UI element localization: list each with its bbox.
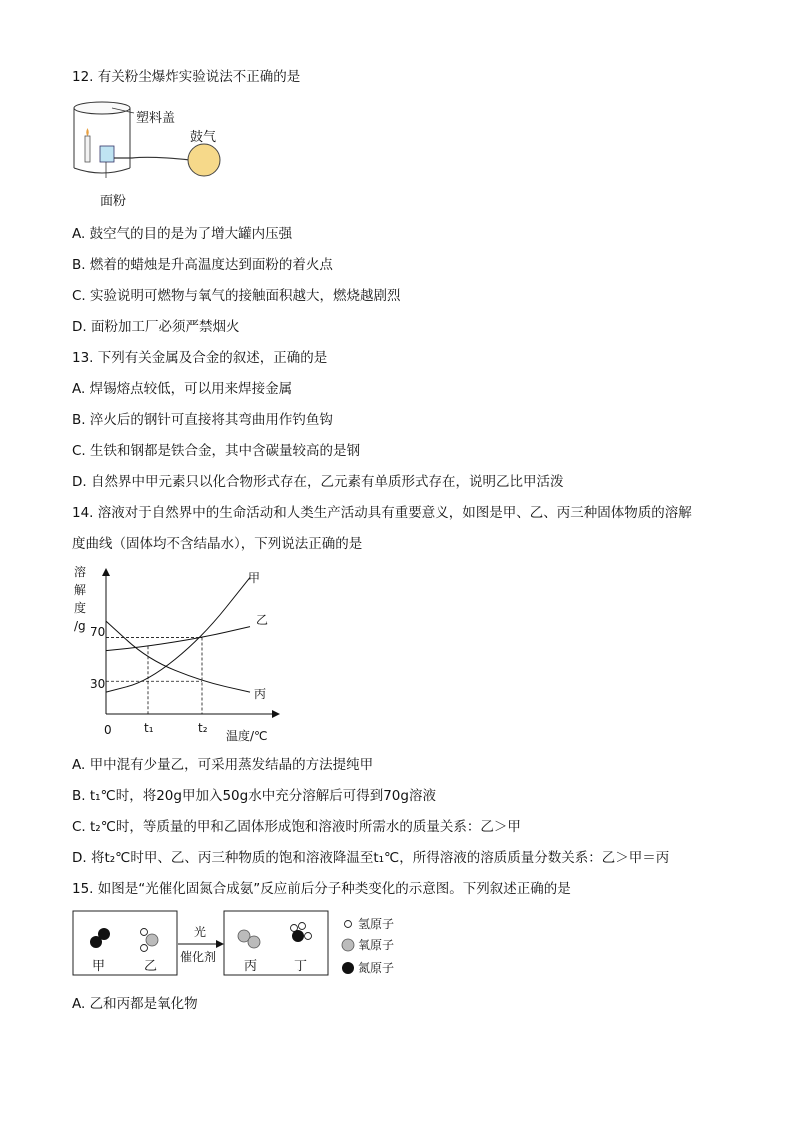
q12-option-d: D. 面粉加工厂必须严禁烟火: [72, 319, 240, 335]
nitrogen-atom: [292, 930, 304, 942]
oxygen-atom: [146, 934, 158, 946]
legend-nitrogen-label: 氮原子: [358, 961, 395, 975]
reactants-box: [73, 911, 177, 975]
hydrogen-atom: [305, 933, 312, 940]
q14-option-d: D. 将t₂℃时甲、乙、丙三种物质的饱和溶液降温至t₁℃，所得溶液的溶质质量分数关系：乙＞甲＝丙: [72, 850, 670, 866]
q12-stem: 12. 有关粉尘爆炸实验说法不正确的是: [72, 69, 301, 85]
q15-stem: 15. 如图是“光催化固氮合成氨”反应前后分子种类变化的示意图。下列叙述正确的是: [72, 881, 571, 897]
y-tick-70: 70: [90, 625, 106, 639]
q14-option-a: A. 甲中混有少量乙，可采用蒸发结晶的方法提纯甲: [72, 757, 374, 773]
legend-hydrogen-icon: [345, 921, 352, 928]
y-label-0: 溶: [74, 565, 87, 579]
nitrogen-atom: [98, 928, 110, 940]
y-label-3: /g: [74, 619, 86, 633]
label-ding: 丁: [294, 959, 308, 974]
series-label-yi: 乙: [256, 613, 269, 627]
y-tick-30: 30: [90, 677, 106, 691]
series-label-bing: 丙: [254, 687, 267, 701]
flour-label: 面粉: [100, 194, 127, 209]
q15-molecule-figure: [72, 908, 412, 980]
air-label: 鼓气: [190, 130, 217, 145]
label-jia: 甲: [92, 959, 106, 974]
q13-option-a: A. 焊锡熔点较低，可以用来焊接金属: [72, 381, 293, 397]
q12-option-b: B. 燃着的蜡烛是升高温度达到面粉的着火点: [72, 257, 333, 273]
x-axis-label: 温度/℃: [226, 729, 268, 743]
legend-nitrogen-icon: [342, 962, 354, 974]
q13-option-b: B. 淬火后的钢针可直接将其弯曲用作钓鱼钩: [72, 412, 333, 428]
y-label-1: 解: [74, 583, 87, 597]
q14-option-c: C. t₂℃时，等质量的甲和乙固体形成饱和溶液时所需水的质量关系：乙＞甲: [72, 819, 521, 835]
label-bing: 丙: [244, 959, 258, 974]
x-tick-t2: t₂: [198, 721, 208, 735]
legend-oxygen-icon: [342, 939, 354, 951]
q13-option-d: D. 自然界中甲元素只以化合物形式存在，乙元素有单质形式存在，说明乙比甲活泼: [72, 474, 564, 490]
solubility-chart: [72, 562, 292, 748]
q12-option-c: C. 实验说明可燃物与氧气的接触面积越大，燃烧越剧烈: [72, 288, 401, 304]
hydrogen-atom: [299, 923, 306, 930]
lid-label: 塑料盖: [136, 111, 176, 126]
solubility-chart-svg: [72, 562, 292, 748]
q14-stem-line2: 度曲线（固体均不含结晶水），下列说法正确的是: [72, 536, 363, 552]
q13-stem: 13. 下列有关金属及合金的叙述，正确的是: [72, 350, 328, 366]
products-box: [224, 911, 328, 975]
q13-option-c: C. 生铁和钢都是铁合金，其中含碳量较高的是钢: [72, 443, 361, 459]
arrow-bottom-label: 催化剂: [180, 950, 217, 964]
hydrogen-atom: [141, 929, 148, 936]
q14-option-b: B. t₁℃时，将20g甲加入50g水中充分溶解后可得到70g溶液: [72, 788, 436, 804]
curve-series-0: [106, 577, 250, 692]
arrow-top-label: 光: [194, 925, 207, 939]
curve-series-1: [106, 627, 250, 651]
q12-figure: [72, 98, 252, 210]
y-label-2: 度: [74, 601, 87, 615]
q15-option-a: A. 乙和丙都是氧化物: [72, 996, 198, 1012]
x-tick-t1: t₁: [144, 721, 154, 735]
series-label-jia: 甲: [248, 571, 261, 585]
origin-label: 0: [104, 723, 112, 737]
q14-stem-line1: 14. 溶液对于自然界中的生命活动和人类生产活动具有重要意义，如图是甲、乙、丙三种固体物质的溶解: [72, 505, 692, 521]
label-yi: 乙: [144, 959, 158, 974]
legend-oxygen-label: 氧原子: [358, 938, 395, 952]
oxygen-atom: [248, 936, 260, 948]
q12-option-a: A. 鼓空气的目的是为了增大罐内压强: [72, 226, 293, 242]
legend-hydrogen-label: 氢原子: [358, 917, 395, 931]
hydrogen-atom: [141, 945, 148, 952]
